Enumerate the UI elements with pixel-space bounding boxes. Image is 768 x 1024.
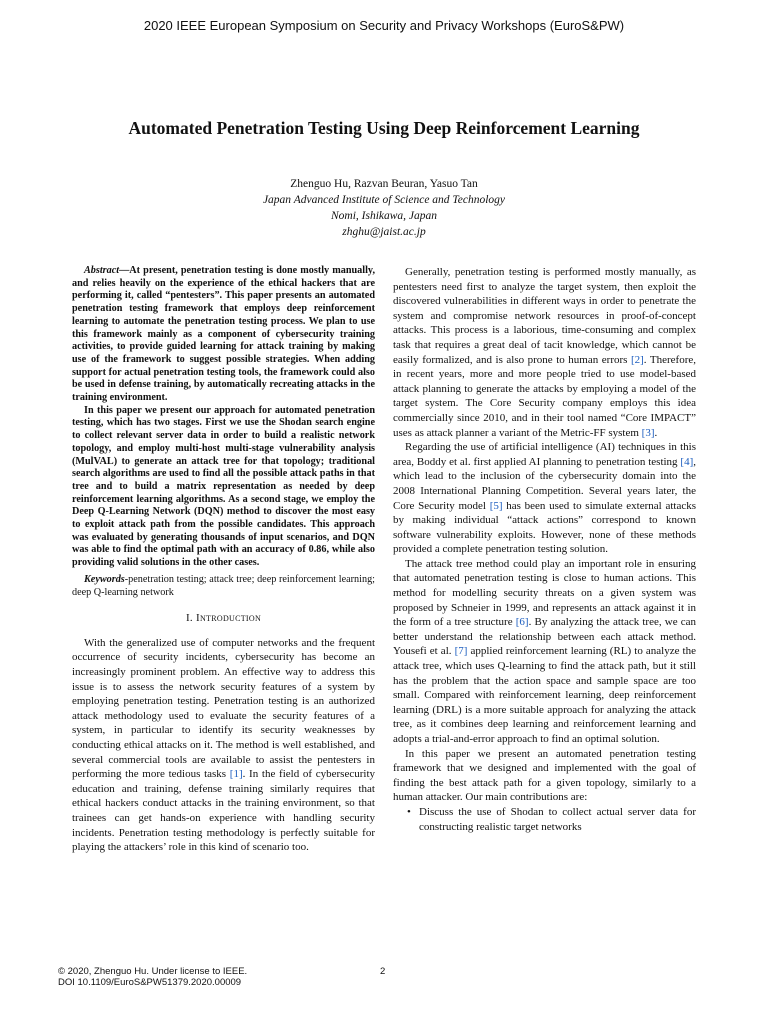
intro-text: applied reinforcement learning (RL) to analyze the attack tree, which uses Q-learning to find the attack path, but it still has the problem that the action space and sample space are too small. Compared with reinforcement learning, deep reinforcement learning (DRL) is a more suitable approach for analyzing the attack tree, as it combines deep learning and reinforcement learning and adopts a trial-and-error approach to find an optimal solution. — [393, 645, 696, 745]
paper-title: Automated Penetration Testing Using Deep Reinforcement Learning — [128, 118, 640, 138]
intro-text: Regarding the use of artificial intelligence (AI) techniques in this area, Boddy et al. first applied AI planning to penetration testing — [393, 441, 696, 468]
keywords-text: -penetration testing; attack tree; deep reinforcement learning; deep Q-learning network — [72, 573, 375, 598]
author-block — [0, 176, 768, 240]
intro-paragraph-1 — [72, 636, 375, 855]
intro-paragraph-5: In this paper we present an automated penetration testing framework that we designed and implemented with the goal of finding the best attack path for a given topology, similarly to a human attacker. Our main contributions are: — [393, 747, 696, 804]
left-column — [72, 265, 375, 855]
citation-link[interactable]: [2] — [630, 353, 644, 366]
doi-text: DOI 10.1109/EuroS&PW51379.2020.00009 — [58, 977, 242, 988]
right-column — [393, 265, 696, 834]
author-email: zhghu@jaist.ac.jp — [342, 226, 426, 238]
copyright-text: © 2020, Zhenguo Hu. Under license to IEEE. — [58, 966, 248, 977]
intro-text: With the generalized use of computer networks and the frequent occurrence of security incidents, cybersecurity has become an increasingly prominent problem. An effective way to address this issue is to assess the network security features of a system by employing penetration testing. Penetration testing is an authorized attack methodology used to evaluate the security features of a system, in particular to identify its security weaknesses by conducting ethical attacks on it. The method is well established, and several commercial tools are available to assist the pentesters in performing the more tedious tasks — [72, 636, 375, 781]
citation-link[interactable]: [6] — [515, 616, 529, 629]
abstract-paragraph-2: In this paper we present our approach for automated penetration testing, which has two stages. First we use the Shodan search engine to collect relevant server data in order to build a realistic network topology, and employ multi-host multi-stage vulnerability analysis (MulVAL) to generate an attack tree for that topology; traditional search algorithms are used to find all the possible attack paths in that tree and to build a matrix representation as needed by deep reinforcement learning algorithms. As a second stage, we employ the Deep Q-Learning Network (DQN) method to discover the most easy to exploit attack path from the possible candidates. This approach was evaluated by generating thousands of input scenarios, and DQN was able to find the optimal path with an accuracy of 0.86, while also providing valid solutions in the other cases. — [72, 404, 375, 569]
keywords-label: Keywords — [84, 573, 125, 585]
intro-text: The attack tree method could play an important role in ensuring that automated penetration testing is close to human actions. This method for modelling security threats on a given system was proposed by Schneier in 1999, and represents an attack against it in the form of a tree structure — [393, 557, 696, 629]
abstract-dash: — — [119, 265, 130, 276]
venue-header: 2020 IEEE European Symposium on Security and Privacy Workshops (EuroS&PW) — [143, 18, 625, 33]
contributions-list — [393, 805, 696, 834]
intro-text: . In the field of cybersecurity education and training, defense training similarly requires that ethical hackers conduct attacks in the training environment, so that trainees can get hands-on experience with handling security incidents. Penetration testing methodology is perfectly suitable for playing the attackers’ role in this kind of scenario too. — [72, 768, 375, 854]
intro-paragraph-3 — [393, 440, 696, 557]
author-names: Zhenguo Hu, Razvan Beuran, Yasuo Tan — [290, 178, 478, 190]
section-title: Introduction — [196, 612, 262, 625]
citation-link[interactable]: [5] — [489, 499, 503, 512]
footer-copyright — [58, 966, 247, 988]
citation-link[interactable]: [1] — [229, 768, 243, 781]
intro-text: , which lead to the inclusion of the cybersecurity domain into the 2008 International Planning Competition. Several years later, the Core Security model — [393, 455, 696, 512]
list-item: • Discuss the use of Shodan to collect actual server data for constructing realistic target networks — [407, 805, 696, 834]
intro-text: . Therefore, in recent years, more and more people tried to use model-based attack planning to generate the attacks by employing a model of the target system. The Core Security company employs this idea commercially since 2010, and in their tool named “Core IMPACT” uses as attack planner a variant of the Metric-FF system — [393, 353, 696, 439]
abstract-label: Abstract — [84, 265, 120, 276]
section-heading-introduction — [72, 611, 375, 626]
abstract-text-1: At present, penetration testing is done mostly manually, and relies heavily on the experience of the ethical hackers that are performing it, called “pentesters”. This paper presents an automated penetration testing framework that employs deep reinforcement learning to automate the penetration testing process. We plan to use this framework mainly as a component of cybersecurity training activities, to provide guided learning for attack training by making use of the framework to suggest possible strategies. When adding support for actual penetration testing tools, the framework could also be used in defense training, by automatically recreating attacks in the training environment. — [72, 265, 375, 404]
page-number: 2 — [380, 966, 386, 977]
author-location: Nomi, Ishikawa, Japan — [330, 210, 438, 222]
citation-link[interactable]: [4] — [680, 455, 694, 468]
author-affiliation: Japan Advanced Institute of Science and Technology — [262, 194, 506, 206]
citation-link[interactable]: [3] — [641, 426, 655, 439]
intro-text: . — [654, 426, 658, 439]
intro-paragraph-2 — [393, 265, 696, 440]
intro-text: . By analyzing the attack tree, we can better understand the relationship between each attack method. Yousefi et al. — [393, 616, 696, 658]
intro-paragraph-4 — [393, 557, 696, 747]
citation-link[interactable]: [7] — [454, 645, 468, 658]
intro-text: Generally, penetration testing is performed mostly manually, as pentesters need first to analyze the target system, then exploit the discovered vulnerabilities in different ways in order to penetrate the system and compromise network resources in proof-of-concept attacks. This process is a laborious, time-consuming and complex task that requires a great deal of tacit knowledge, which cannot be easily formalized, and is also prone to human errors — [393, 266, 696, 366]
abstract-paragraph-1 — [72, 265, 375, 405]
section-number: I. — [185, 612, 193, 625]
intro-text: has been used to simulate external attacks by making individual “attack actions” correspond to known software vulnerability exploits. However, none of these methods provided a complete penetration testing solution. — [393, 499, 696, 556]
keywords-paragraph — [72, 574, 375, 599]
